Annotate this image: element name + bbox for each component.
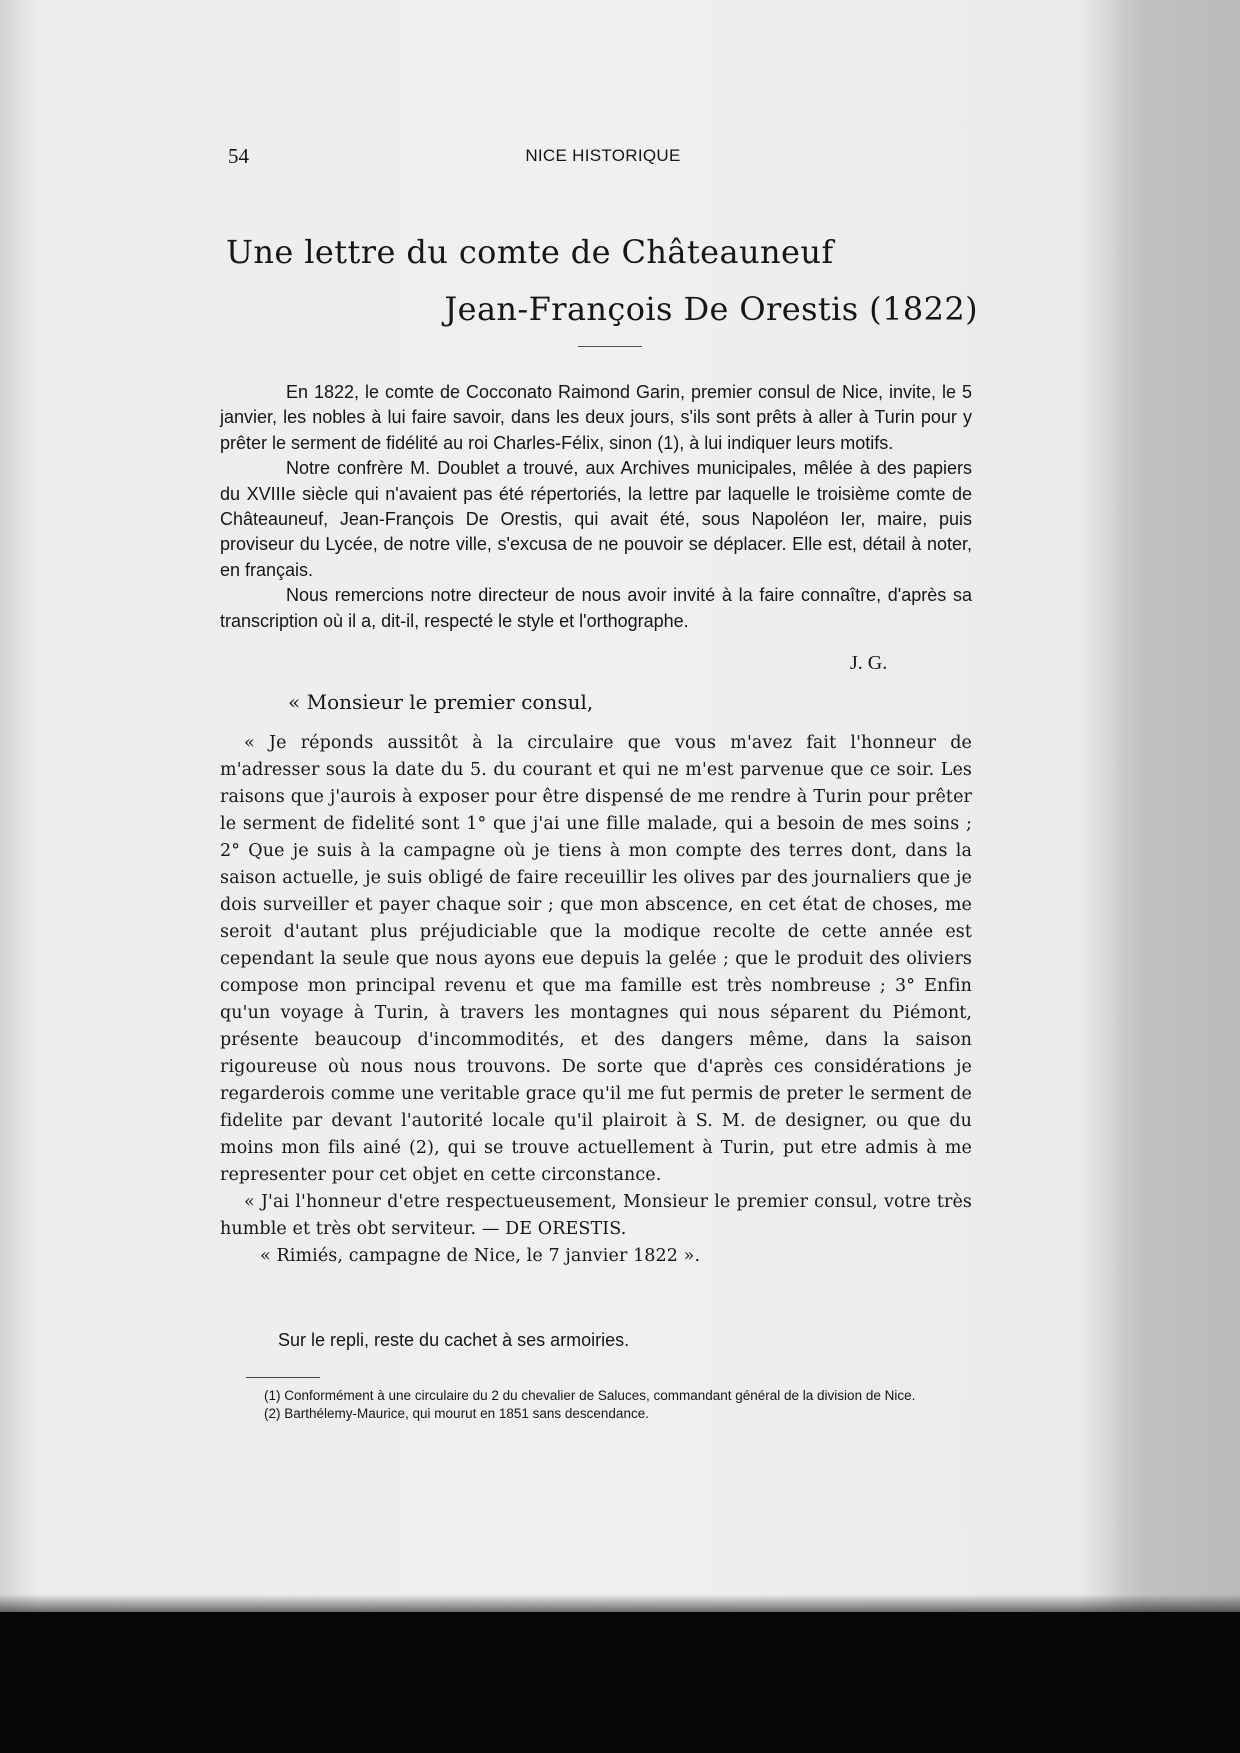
page-fold-shadow — [1115, 0, 1240, 1753]
letter-text — [220, 730, 972, 1270]
intro-paragraph: Nous remercions notre directeur de nous avoir invité à la faire connaître, d'après sa transcription où il a, dit-il, respecté le style et l'orthographe. — [220, 585, 972, 631]
footnote-divider — [246, 1377, 320, 1378]
journal-title: NICE HISTORIQUE — [525, 146, 681, 165]
page-number: 54 — [228, 144, 249, 168]
scan-background-edge — [0, 1612, 1240, 1753]
letter-salutation: « Monsieur le premier consul, — [288, 690, 594, 714]
letter-closing: « J'ai l'honneur d'etre respectueusement, Monsieur le premier consul, votre très humble et très obt serviteur. — DE ORESTIS. — [220, 1192, 972, 1239]
footnote: (2) Barthélemy-Maurice, qui mourut en 1851 sans descendance. — [264, 1406, 649, 1421]
title-divider — [578, 346, 642, 347]
letter-body: « Je réponds aussitôt à la circulaire que vous m'avez fait l'honneur de m'adresser sous la date du 5. du courant et qui ne m'est parvenue que ce soir. Les raisons que j'aurois à exposer pour être dispensé de me rendre à Turin pour prêter le serment de fidelité sont 1° que j'ai une fille malade, qui a besoin de mes soins ; 2° Que je suis à la campagne où je tiens à mon compte des terres dont, dans la saison actuelle, je suis obligé de faire receuillir les olives par des journaliers que je dois surveiller et payer chaque soir ; que mon abscence, en cet état de choses, me seroit d'autant plus préjudiciable que la modique recolte de cette année est cependant la seule que nous ayons eue depuis la gelée ; que le produit des oliviers compose mon principal revenu et que ma famille est très nombreuse ; 3° Enfin qu'un voyage à Turin, à travers les montagnes qui nous séparent du Piémont, présente beaucoup d'incommodités, et des dangers même, dans la saison rigoureuse où nous nous trouvons. De sorte que d'après ces considérations je regarderois comme une veritable grace qu'il me fut permis de preter le serment de fidelite par devant l'autorité locale qu'il plairoit à S. M. de designer, ou que du moins mon fils ainé (2), qui se trouve actuellement à Turin, put etre admis à me representer pour cet objet en cette circonstance. — [220, 733, 972, 1185]
article-title-line-1: Une lettre du comte de Châteauneuf — [226, 233, 834, 271]
intro-paragraph: Notre confrère M. Doublet a trouvé, aux Archives municipales, mêlée à des papiers du XVIIIe siècle qui n'avaient pas été répertoriés, la lettre par laquelle le troisième comte de Châteauneuf, Jean-François De Orestis, qui avait été, sous Napoléon Ier, maire, puis proviseur du Lycée, de notre ville, s'excusa de ne pouvoir se déplacer. Elle est, détail à noter, en français. — [220, 458, 972, 580]
intro-paragraph: En 1822, le comte de Cocconato Raimond Garin, premier consul de Nice, invite, le 5 janvier, les nobles à lui faire savoir, dans les deux jours, s'ils sont prêts à aller à Turin pour y prêter le serment de fidélité au roi Charles-Félix, sinon (1), à lui indiquer leurs motifs. — [220, 382, 972, 453]
letter-place-date: « Rimiés, campagne de Nice, le 7 janvier 1822 ». — [260, 1246, 701, 1266]
running-head — [0, 144, 1240, 170]
article-title-line-2: Jean-François De Orestis (1822) — [444, 290, 978, 328]
scan-edge-gradient — [0, 1594, 1240, 1612]
article-introduction — [220, 380, 972, 634]
footnotes — [220, 1387, 972, 1423]
seal-note: Sur le repli, reste du cachet à ses armoiries. — [278, 1330, 630, 1350]
author-signature: J. G. — [850, 652, 888, 674]
footnote: (1) Conformément à une circulaire du 2 du chevalier de Saluces, commandant général de la division de Nice. — [264, 1388, 916, 1403]
